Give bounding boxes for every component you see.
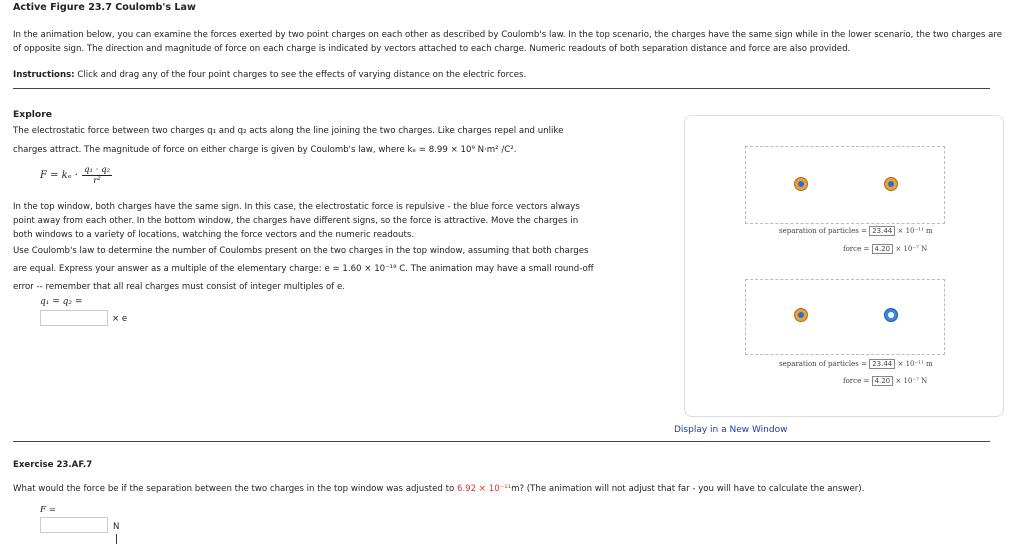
formula-fraction <box>82 165 112 186</box>
force-answer-label: F = <box>40 505 56 515</box>
page-title: Active Figure 23.7 Coulomb's Law <box>13 2 196 13</box>
force-answer-unit: N <box>113 522 120 532</box>
charge-answer-label: q₁ = q₂ = <box>40 297 83 307</box>
top-charge-2[interactable] <box>884 177 898 191</box>
bottom-sep-value: 23.44 <box>869 359 895 369</box>
bottom-charge-2[interactable] <box>884 308 898 322</box>
top-sep-value: 23.44 <box>869 226 895 236</box>
explanation-block <box>13 200 598 296</box>
instructions-text: Click and drag any of the four point charges to see the effects of varying distance on the electric forces. <box>77 70 527 80</box>
bottom-force-label: force = <box>843 377 870 385</box>
exercise-value: 6.92 × 10⁻¹¹ <box>456 484 512 494</box>
charge-core-icon <box>798 312 804 318</box>
exercise-post: m? (The animation will not adjust that far - you will have to calculate the answer). <box>511 484 865 494</box>
bottom-force-readout <box>843 376 927 386</box>
top-charge-1[interactable] <box>794 177 808 191</box>
bottom-sep-label: separation of particles = <box>779 360 867 368</box>
charge-core-icon <box>798 181 804 187</box>
charge-answer-unit: × e <box>112 314 128 324</box>
charge-core-icon <box>888 181 894 187</box>
top-sep-label: separation of particles = <box>779 227 867 235</box>
exercise-question <box>13 484 1003 494</box>
top-window <box>745 146 945 224</box>
top-separation-readout <box>779 226 933 236</box>
charge-core-icon <box>888 312 894 318</box>
charge-answer-input[interactable] <box>40 310 108 326</box>
top-force-unit: × 10⁻⁷ N <box>895 245 928 253</box>
divider-top <box>13 88 990 89</box>
coulomb-formula <box>40 165 112 186</box>
instructions <box>13 70 526 80</box>
top-force-label: force = <box>843 245 870 253</box>
exercise-heading: Exercise 23.AF.7 <box>13 460 93 470</box>
bottom-charge-1[interactable] <box>794 308 808 322</box>
bottom-force-unit: × 10⁻⁷ N <box>895 377 928 385</box>
intro-text: In the animation below, you can examine the forces exerted by two point charges on each other as described by Coulomb's law. In the top scenario, the charges have the same sign while in the lower scenario, the two charges are of opposite sign. The direction and magnitude of force on each charge is indicated by vectors attached to each charge. Numeric readouts of both separation distance and force are also provided. <box>13 30 1003 54</box>
bottom-window <box>745 279 945 355</box>
top-sep-unit: × 10⁻¹¹ m <box>897 227 933 235</box>
task-paragraph: Use Coulomb's law to determine the number of Coulombs present on the two charges in the top window, assuming that both charges are equal. Express your answer as a multiple of the elementary charge: e = 1.60 × 10⁻¹⁹ C. The animation may have a small round-off error -- remember that all real charges must consist of integer multiples of e. <box>13 246 594 292</box>
bottom-separation-readout <box>779 359 933 369</box>
divider-bottom <box>13 441 990 442</box>
display-new-window-link[interactable]: Display in a New Window <box>674 425 788 435</box>
force-answer-input[interactable] <box>40 517 108 533</box>
instructions-label: Instructions: <box>13 70 75 80</box>
top-force-value: 4.20 <box>872 244 894 254</box>
simulation-frame <box>684 115 1004 417</box>
formula-lhs: F = kₑ · <box>40 170 78 181</box>
explore-heading: Explore <box>13 109 53 120</box>
text-cursor-icon <box>116 534 123 544</box>
exercise-pre: What would the force be if the separation between the two charges in the top window was adjusted to <box>13 484 455 494</box>
explanation-paragraph: In the top window, both charges have the same sign. In this case, the electrostatic force is repulsive - the blue force vectors always point away from each other. In the bottom window, the charges have different signs, so the force is attractive. Move the charges in both windows to a variety of locations, watching the force vectors and the numeric readouts. <box>13 202 580 240</box>
bottom-sep-unit: × 10⁻¹¹ m <box>897 360 933 368</box>
formula-denominator: r² <box>93 176 101 186</box>
top-force-readout <box>843 244 927 254</box>
bottom-force-value: 4.20 <box>872 376 894 386</box>
formula-numerator: q₁ · q₂ <box>83 165 111 175</box>
explore-paragraph: The electrostatic force between two charges q₁ and q₂ acts along the line joining the two charges. Like charges repel and unlike charges attract. The magnitude of force on either charge is given by Coulomb's law, where kₑ = 8.99 × 10⁹ N·m² /C². <box>13 126 564 155</box>
